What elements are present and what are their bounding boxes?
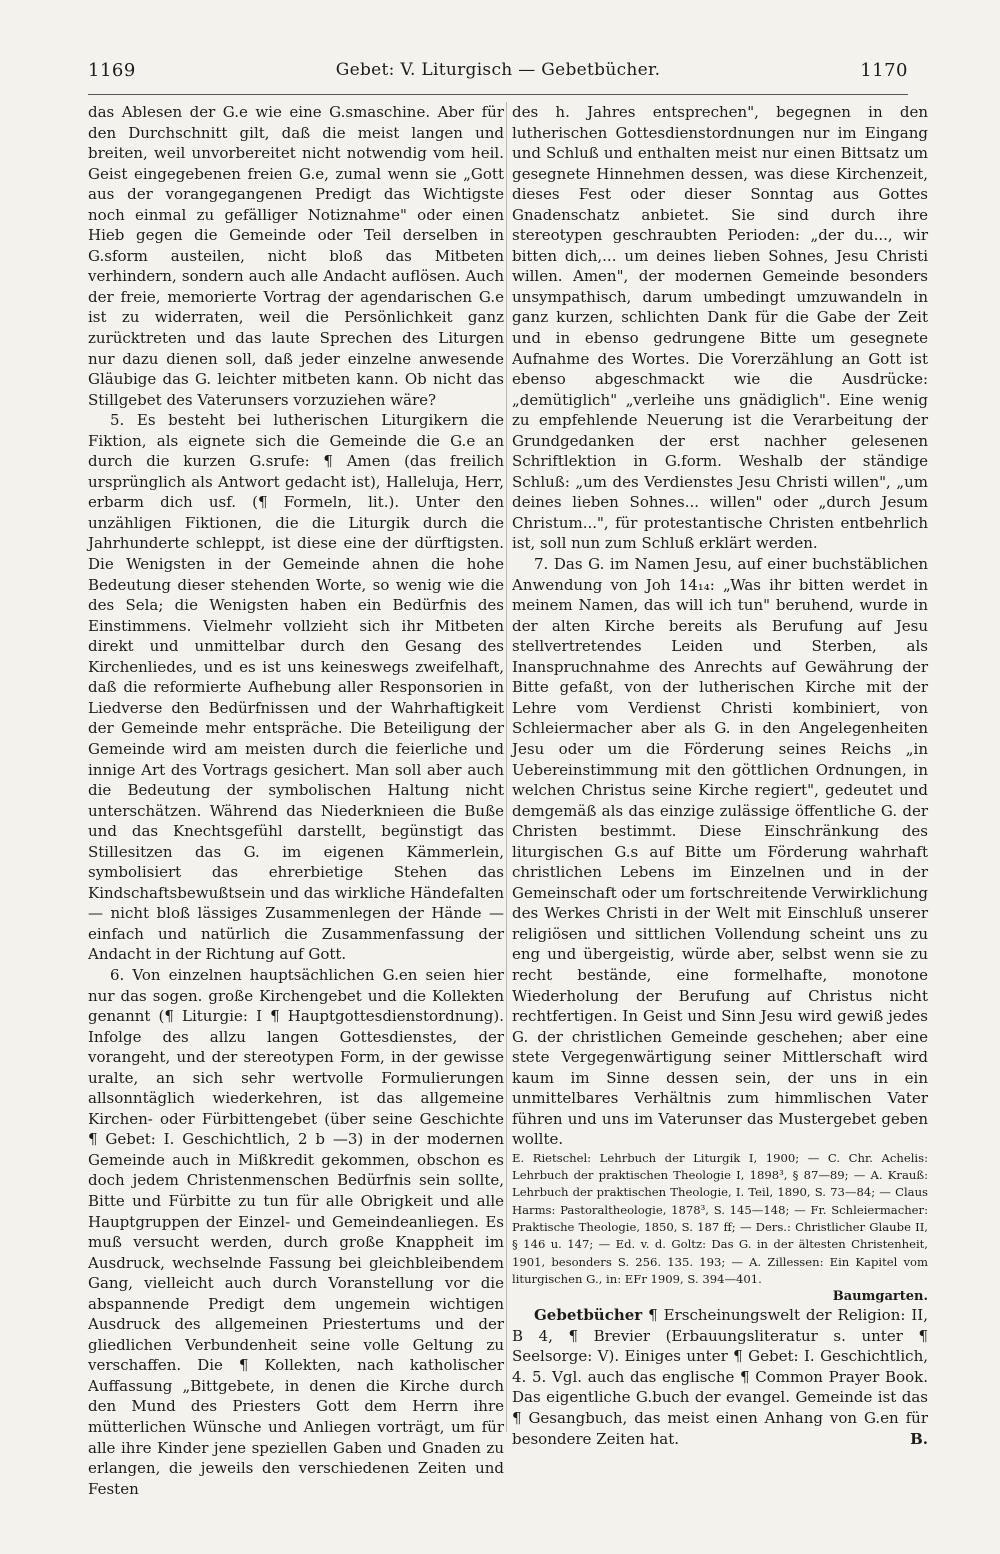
entry-signature: B. <box>910 1429 928 1448</box>
column-divider <box>506 102 507 1432</box>
paragraph-7: 7. Das G. im Namen Jesu, auf einer buchstäblichen Anwendung von Joh 14₁₄: „Was ihr bitten werdet in meinem Namen, das will ich tun" beruhend, wurde in der alten Kirche bereits als Berufung auf Jesu stellvertretendes Leiden und Sterben, als Inanspruchnahme des Anrechts auf Gewährung der Bitte gefaßt, von der lutherischen Kirche mit der Lehre vom Verdienst Christi kombiniert, von Schleiermacher aber als G. in den Angelegenheiten Jesu oder um die Förderung seines Reichs „in Uebereinstimmung mit den göttlichen Ordnungen, in welchen Christus seine Kirche regiert", gedeutet und demgemäß als das einzige zulässige öffentliche G. der Christen bestimmt. Diese Einschränkung des liturgischen G.s auf Bitte um Förderung wahrhaft christlichen Lebens im Einzelnen und in der Gemeinschaft oder um fortschreitende Verwirklichung des Werkes Christi in der Welt mit Einschluß unserer religiösen und sittlichen Vollendung scheint uns zu eng und übergeistig, würde aber, selbst wenn sie zu recht bestände, eine formelhafte, monotone Wiederholung der Berufung auf Christus nicht rechtfertigen. In Geist und Sinn Jesu wird gewiß jedes G. der christlichen Gemeinde geschehen; aber eine stete Vergegenwärtigung seiner Mittlerschaft wird kaum im Sinne dessen sein, der uns in ein unmittelbares Verhältnis zum himmlischen Vater führen und uns im Vaterunser das Mustergebet geben wollte. <box>512 555 928 1149</box>
left-column <box>88 102 504 1499</box>
entry-gebetbuecher <box>512 1305 928 1449</box>
entry-text: ¶ Erscheinungswelt der Religion: II, B 4, ¶ Brevier (Erbauungsliteratur s. unter ¶ Seelsorge: V). Einiges unter ¶ Gebet: I. Geschichtlich, 4. 5. Vgl. auch das englische ¶ Common Prayer Book. Das eigentliche G.buch der evangel. Gemeinde ist das ¶ Gesangbuch, das meist einen Anhang von G.en für besondere Zeiten hat. <box>512 1306 928 1448</box>
paragraph-6: 6. Von einzelnen hauptsächlichen G.en seien hier nur das sogen. große Kirchengebet und die Kollekten genannt (¶ Liturgie: I ¶ Hauptgottesdienstordnung). Infolge des allzu langen Gottesdienstes, der vorangeht, und der stereotypen Form, in der gewisse uralte, an sich sehr wertvolle Formulierungen allsonntäglich wiederkehren, ist das allgemeine Kirchen- oder Fürbittengebet (über seine Geschichte ¶ Gebet: I. Geschichtlich, 2 b —3) in der modernen Gemeinde auch in Mißkredit gekommen, obschon es doch jedem Christenmenschen Bedürfnis sein sollte, Bitte und Fürbitte zu tun für alle Obrigkeit und alle Hauptgruppen der Einzel- und Gemeindeanliegen. Es muß versucht werden, durch große Knappheit im Ausdruck, wechselnde Fassung bei gleichbleibendem Gang, vielleicht auch durch Voranstellung vor die abspannende Predigt dem ungemein wichtigen Ausdruck des allgemeinen Priestertums und der gliedlichen Verbundenheit seine volle Geltung zu verschaffen. Die ¶ Kollekten, nach katholischer Auffassung „Bittgebete, in denen die Kirche durch den Mund des Priesters Gott dem Herrn ihre mütterlichen Wünsche und Anliegen vorträgt, um für alle ihre Kinder jene speziellen Gaben und Gnaden zu erlangen, die jeweils den verschiedenen Zeiten und Festen <box>88 965 504 1498</box>
running-title: Gebet: V. Liturgisch — Gebetbücher. <box>335 60 661 80</box>
entry-heading: Gebetbücher <box>534 1306 643 1325</box>
paragraph-continuation-right: des h. Jahres entsprechen", begegnen in den lutherischen Gottesdienstordnungen nur im Eingang und Schluß und enthalten meist nur einen Bittsatz um gesegnete Hinnehmen dessen, was diese Kirchenzeit, dieses Fest oder dieser Sonntag aus Gottes Gnadenschatz anbietet. Sie sind durch ihre stereotypen geschraubten Perioden: „der du..., wir bitten dich,... um deines lieben Sohnes, Jesu Christi willen. Amen", der modernen Gemeinde besonders unsympathisch, darum umbedingt umzuwandeln in ganz kurzen, schlichten Dank für die Gabe der Zeit und in ebenso gedrungene Bitte um gesegnete Aufnahme des Wortes. Die Vorerzählung an Gott ist ebenso abgeschmackt wie die Ausdrücke: „demütiglich" „verleihe uns gnädiglich". Eine wenig zu empfehlende Neuerung ist die Verarbeitung der Grundgedanken der erst nachher gelesenen Schriftlektion in G.form. Weshalb der ständige Schluß: „um des Verdienstes Jesu Christi willen", „um deines lieben Sohnes... willen" oder „durch Jesum Christum...", für protestantische Christen entbehrlich ist, soll nun zum Schluß erklärt werden. <box>512 103 928 553</box>
paragraph-5: 5. Es besteht bei lutherischen Liturgikern die Fiktion, als eignete sich die Gemeinde die G.e an durch die kurzen G.srufe: ¶ Amen (das freilich ursprünglich als Antwort gedacht ist), Halleluja, Herr, erbarm dich usf. (¶ Formeln, lit.). Unter den unzähligen Fiktionen, die die Liturgik durch die Jahrhunderte schleppt, ist diese eine der dürftigsten. Die Wenigsten in der Gemeinde ahnen die hohe Bedeutung dieser stehenden Worte, so wenig wie die des Sela; die Wenigsten haben ein Bedürfnis des Einstimmens. Vielmehr vollzieht sich ihr Mitbeten direkt und unmittelbar durch den Gesang des Kirchenliedes, und es ist uns keineswegs zweifelhaft, daß die reformierte Aufhebung aller Responsorien in Liedverse den Bedürfnissen und der Wahrhaftigkeit der Gemeinde mehr entspräche. Die Beteiligung der Gemeinde wird am meisten durch die feierliche und innige Art des Vortrags gesichert. Man soll aber auch die Bedeutung der symbolischen Haltung nicht unterschätzen. Während das Niederknieen die Buße und das Knechtsgefühl darstellt, begünstigt das Stillesitzen das G. im eigenen Kämmerlein, symbolisiert das ehrerbietige Stehen das Kindschaftsbewußtsein und das wirkliche Händefalten — nicht bloß lässiges Zusammenlegen der Hände — einfach und natürlich die Zusammenfassung der Andacht in der Richtung auf Gott. <box>88 411 504 964</box>
right-column <box>512 102 928 1449</box>
bibliography: E. Rietschel: Lehrbuch der Liturgik I, 1900; — C. Chr. Achelis: Lehrbuch der praktischen Theologie I, 1898³, § 87—89; — A. Krauß: Lehrbuch der praktischen Theologie, I. Teil, 1890, S. 73—84; — Claus Harms: Pastoraltheologie, 1878³, S. 145—148; — Fr. Schleiermacher: Praktische Theologie, 1850, S. 187 ff; — Ders.: Christlicher Glaube II, § 146 u. 147; — Ed. v. d. Goltz: Das G. in der ältesten Christenheit, 1901, besonders S. 256. 135. 193; — A. Zillessen: Ein Kapitel vom liturgischen G., in: EFr 1909, S. 394—401. <box>512 1150 928 1286</box>
page-number-left: 1169 <box>88 60 136 81</box>
author-signature: Baumgarten. <box>832 1289 928 1305</box>
page-number-right: 1170 <box>860 60 908 81</box>
page-header <box>88 60 908 90</box>
paragraph-continuation: das Ablesen der G.e wie eine G.smaschine. Aber für den Durchschnitt gilt, daß die meist langen und breiten, weil unvorbereitet nicht notwendig vom heil. Geist eingegebenen freien G.e, zumal wenn sie „Gott aus der vorangegangenen Predigt das Wichtigste noch einmal zu gefälliger Notiznahme" oder einen Hieb gegen die Gemeinde oder Teil derselben in G.sform austeilen, nicht bloß das Mitbeten verhindern, sondern auch alle Andacht auflösen. Auch der freie, memorierte Vortrag der agendarischen G.e ist zu widerraten, weil die Persönlichkeit ganz zurücktreten und das laute Sprechen des Liturgen nur dazu dienen soll, daß jeder einzelne anwesende Gläubige das G. leichter mitbeten kann. Ob nicht das Stillgebet des Vaterunsers vorzuziehen wäre? <box>88 103 504 409</box>
header-rule <box>88 94 908 95</box>
